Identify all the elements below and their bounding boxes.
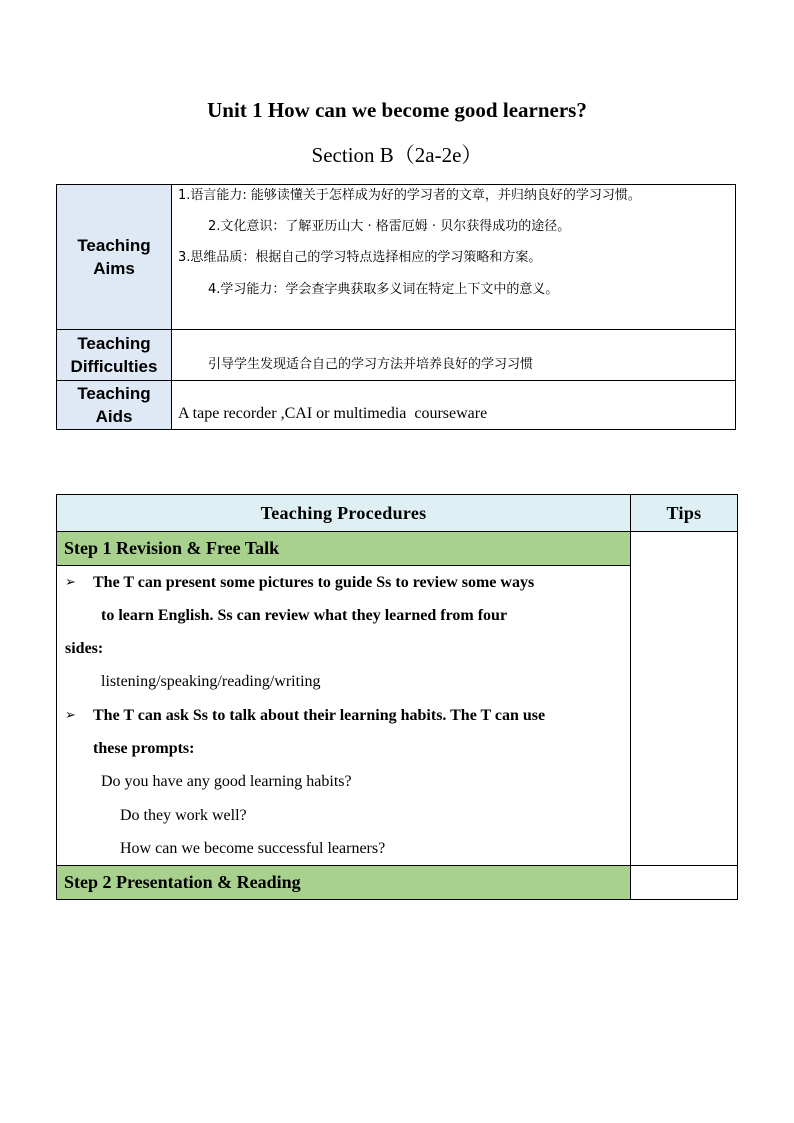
difficulties-label <box>57 330 172 381</box>
aids-label-line1: Teaching <box>77 384 151 403</box>
aids-text: A tape recorder ,CAI or multimedia courseware <box>178 405 488 422</box>
procedures-header: Teaching Procedures <box>57 495 631 532</box>
aims-label-line2: Aims <box>93 259 135 278</box>
tips-cell <box>631 532 738 866</box>
aids-label <box>57 381 172 430</box>
difficulties-label-line2: Difficulties <box>70 357 158 376</box>
aims-label <box>57 185 172 330</box>
aims-row <box>57 185 736 330</box>
section-subtitle: Section B（2a-2e） <box>311 143 483 167</box>
prompt-item: Do you have any good learning habits? <box>101 773 352 790</box>
teaching-info-table <box>56 184 736 430</box>
step1-body <box>57 566 631 866</box>
aim-item: 2.文化意识：了解亚历山大 · 格雷厄姆 · 贝尔获得成功的途径。 <box>208 219 571 234</box>
aim-item: 3.思维品质：根据自己的学习特点选择相应的学习策略和方案。 <box>178 250 542 265</box>
document-title: Unit 1 How can we become good learners? <box>207 98 587 122</box>
difficulties-text: 引导学生发现适合自己的学习方法并培养良好的学习习惯 <box>208 357 534 372</box>
bullet1-detail: listening/speaking/reading/writing <box>101 673 321 690</box>
bullet2-line2: these prompts: <box>93 740 195 757</box>
aim-item: 1.语言能力: 能够读懂关于怎样成为好的学习者的文章，并归纳良好的学习习惯。 <box>178 188 641 203</box>
prompt-item: Do they work well? <box>120 807 247 824</box>
difficulties-row <box>57 330 736 381</box>
arrow-bullet-icon: ➢ <box>65 575 76 590</box>
aims-content <box>172 185 736 330</box>
aims-label-line1: Teaching <box>77 236 151 255</box>
step2-title: Step 2 Presentation & Reading <box>57 866 631 900</box>
aids-label-line2: Aids <box>95 407 133 426</box>
aids-content <box>172 381 736 430</box>
procedures-header-row <box>57 495 738 532</box>
bullet2-line1: The T can ask Ss to talk about their learning habits. The T can use <box>93 707 546 724</box>
bullet1-line3: sides: <box>65 640 104 657</box>
prompt-item: How can we become successful learners? <box>120 840 386 857</box>
bullet1-line2: to learn English. Ss can review what they learned from four <box>101 607 508 624</box>
step2-tips-cell <box>631 866 738 900</box>
step1-title: Step 1 Revision & Free Talk <box>57 532 631 566</box>
aids-row <box>57 381 736 430</box>
step1-title-row <box>57 532 738 566</box>
bullet1-line1: The T can present some pictures to guide Ss to review some ways <box>93 574 535 591</box>
arrow-bullet-icon: ➢ <box>65 708 76 723</box>
tips-header: Tips <box>631 495 738 532</box>
procedures-table <box>56 494 738 900</box>
difficulties-label-line1: Teaching <box>77 334 151 353</box>
step2-title-row <box>57 866 738 900</box>
difficulties-content <box>172 330 736 381</box>
aim-item: 4.学习能力：学会查字典获取多义词在特定上下文中的意义。 <box>208 282 559 297</box>
